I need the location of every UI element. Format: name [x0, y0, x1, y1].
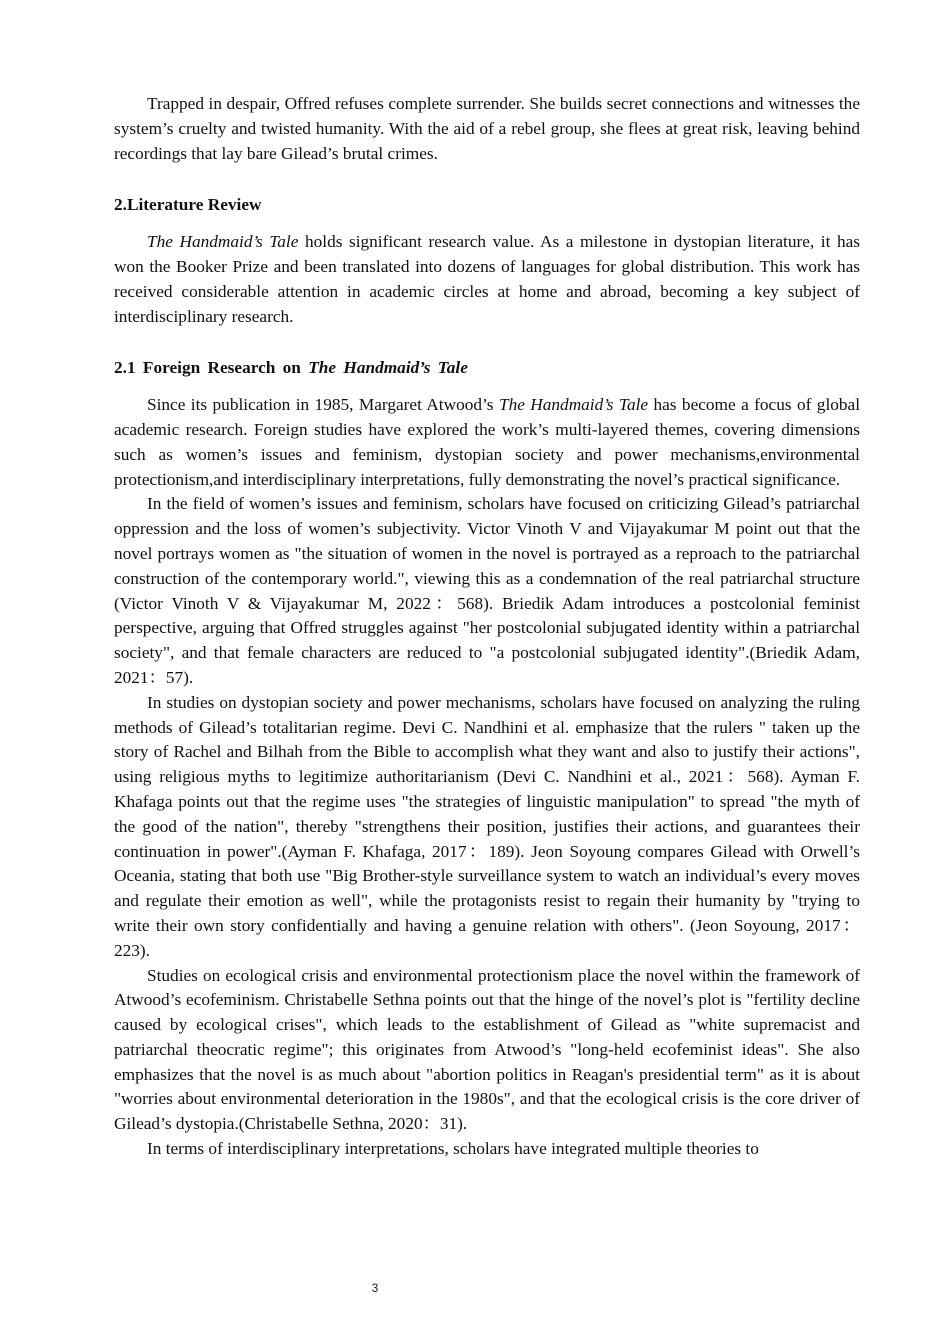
interdisciplinary-paragraph: In terms of interdisciplinary interpretations, scholars have integrated multiple theories to [147, 1139, 759, 1159]
heading-prefix: 2.1 Foreign Research on [114, 358, 309, 378]
book-title: The Handmaid’s Tale [498, 395, 649, 415]
feminism-paragraph: In the field of women’s issues and feminism, scholars have focused on criticizing Gilead’s patriarchal oppression and the loss of women’s subjectivity. Victor Vinoth V and Vijayakumar M point out that the novel portrays women as "the situation of women in the novel is portrayed as a reproach to the patriarchal construction of the contemporary world.", viewing this as a condemnation of the real patriarchal structure (Victor Vinoth V & Vijayakumar M, 2022：568). Briedik Adam introduces a postcolonial feminist perspective, arguing that Offred struggles against "her postcolonial subjugated identity within a patriarchal society", and that female characters are reduced to "a postcolonial subjugated identity".(Briedik Adam, 2021：57). [114, 494, 860, 687]
intro-paragraph: Trapped in despair, Offred refuses complete surrender. She builds secret connections and witnesses the system’s cruelty and twisted humanity. With the aid of a rebel group, she flees at great risk, leaving behind recordings that lay bare Gilead’s brutal crimes. [114, 94, 860, 163]
paragraph-text: holds significant research value. As a milestone in dystopian literature, it has won the Booker Prize and been translated into dozens of languages for global distribution. This work has received considerable attention in academic circles at home and abroad, becoming a key subject of interdisciplinary research. [114, 232, 861, 326]
foreign-research-heading [114, 356, 860, 381]
literature-review-heading: 2.Literature Review [114, 195, 262, 215]
ecology-paragraph: Studies on ecological crisis and environmental protectionism place the novel within the framework of Atwood’s ecofeminism. Christabelle Sethna points out that the hinge of the novel’s plot is "fertility decline caused by ecological crises", which leads to the establishment of Gilead as "white supremacist and patriarchal theocratic regime"; this originates from Atwood’s "long-held ecofeminist ideas". She also emphasizes that the novel is as much about "abortion politics in Reagan's presidential term" as it is about "worries about environmental deterioration in the 1980s", and that the ecological crisis is the core driver of Gilead’s dystopia.(Christabelle Sethna, 2020：31). [114, 965, 860, 1134]
dystopia-paragraph: In studies on dystopian society and power mechanisms, scholars have focused on analyzing the ruling methods of Gilead’s totalitarian regime. Devi C. Nandhini et al. emphasize that the rulers " taken up the story of Rachel and Bilhah from the Bible to accomplish what they want and also to justify their actions", using religious myths to legitimize authoritarianism (Devi C. Nandhini et al., 2021：568). Ayman F. Khafaga points out that the regime uses "the strategies of linguistic manipulation" to spread "the myth of the good of the nation", thereby "strengthens their position, justifies their actions, and guarantees their continuation in power".(Ayman F. Khafaga, 2017：189). Jeon Soyoung compares Gilead with Orwell’s Oceania, stating that both use "Big Brother-style surveillance system to watch an individual’s every moves and regulate their emotion as well", while the protagonists resist to regain their humanity by "trying to write their own story confidentially and having a genuine relation with others". (Jeon Soyoung, 2017：223). [114, 692, 860, 960]
literature-review-paragraph [114, 230, 860, 329]
heading-book-title: The Handmaid’s Tale [308, 358, 468, 378]
book-title: The Handmaid’s Tale [147, 232, 299, 252]
paragraph-text: has become a focus of global academic research. Foreign studies have explored the work’s multi-layered themes, covering dimensions such as women’s issues and feminism, dystopian society and power mechanisms,environmental protectionism,and interdisciplinary interpretations, fully demonstrating the novel’s practical significance. [114, 395, 860, 489]
page-number: 3 [371, 1281, 379, 1295]
foreign-research-paragraph-1 [114, 393, 860, 492]
page-body [114, 92, 860, 1162]
paragraph-text: Since its publication in 1985, Margaret Atwood’s [147, 395, 499, 415]
